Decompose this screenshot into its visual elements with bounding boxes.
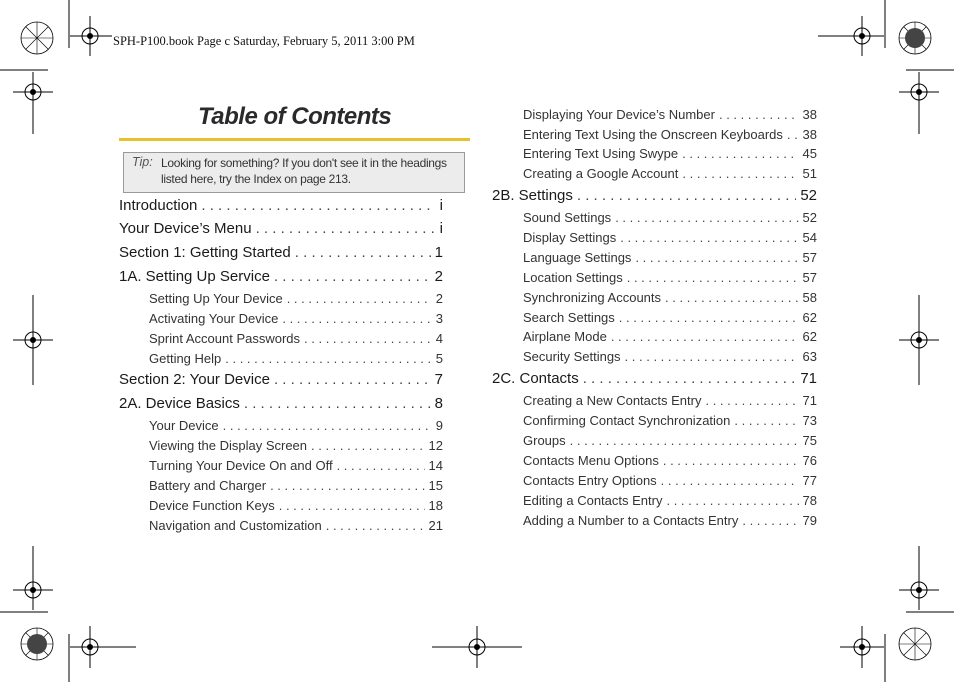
toc-entry-page: 1 (434, 244, 443, 261)
toc-entry[interactable] (149, 418, 443, 433)
toc-entry-page: 2 (435, 291, 443, 306)
toc-entry-label: Search Settings (523, 310, 615, 325)
toc-entry[interactable] (492, 370, 817, 387)
toc-entry[interactable] (149, 458, 443, 473)
toc-entry-page: i (439, 197, 443, 214)
toc-dot-leader (577, 187, 796, 204)
toc-entry[interactable] (149, 291, 443, 306)
toc-entry-label: Location Settings (523, 270, 623, 285)
toc-entry-page: 79 (802, 513, 817, 528)
toc-entry-label: Sprint Account Passwords (149, 331, 301, 346)
toc-dot-leader (787, 127, 799, 142)
toc-dot-leader (223, 418, 432, 433)
toc-entry-label: Synchronizing Accounts (523, 290, 662, 305)
toc-entry[interactable] (523, 210, 817, 225)
toc-entry-page: 7 (434, 371, 443, 388)
toc-entry-page: 14 (428, 458, 443, 473)
toc-dot-leader (620, 230, 798, 245)
toc-entry-label: Your Device’s Menu (119, 220, 252, 237)
toc-dot-leader (666, 493, 798, 508)
toc-entry[interactable] (119, 197, 443, 214)
toc-entry-label: Language Settings (523, 250, 632, 265)
toc-entry-label: Editing a Contacts Entry (523, 493, 663, 508)
toc-dot-leader (225, 351, 432, 366)
toc-dot-leader (705, 393, 798, 408)
toc-entry-label: Activating Your Device (149, 311, 279, 326)
toc-entry-label: Creating a New Contacts Entry (523, 393, 702, 408)
toc-entry[interactable] (523, 513, 817, 528)
toc-entry[interactable] (149, 478, 443, 493)
toc-entry-page: 12 (428, 438, 443, 453)
toc-entry[interactable] (119, 244, 443, 261)
toc-entry[interactable] (149, 518, 443, 533)
toc-dot-leader (627, 270, 799, 285)
toc-entry-label: Security Settings (523, 349, 621, 364)
toc-entry[interactable] (523, 493, 817, 508)
tip-text: Looking for something? If you don't see it in the headings listed here, try the Index on page 213. (161, 156, 447, 186)
toc-entry-label: Confirming Contact Synchronization (523, 413, 731, 428)
toc-entry[interactable] (523, 146, 817, 161)
toc-entry-page: i (439, 220, 443, 237)
toc-entry-page: 15 (428, 478, 443, 493)
toc-dot-leader (719, 107, 799, 122)
toc-dot-leader (287, 291, 432, 306)
toc-dot-leader (619, 310, 799, 325)
toc-entry[interactable] (119, 395, 443, 412)
toc-entry-page: 52 (800, 187, 817, 204)
toc-entry-page: 71 (800, 370, 817, 387)
toc-dot-leader (635, 250, 798, 265)
toc-entry-label: Section 1: Getting Started (119, 244, 291, 261)
toc-entry-label: Display Settings (523, 230, 617, 245)
toc-entry-page: 38 (802, 107, 817, 122)
toc-entry-page: 75 (802, 433, 817, 448)
toc-entry[interactable] (523, 250, 817, 265)
toc-entry-page: 45 (802, 146, 817, 161)
toc-entry-page: 57 (802, 250, 817, 265)
toc-entry-label: Airplane Mode (523, 329, 607, 344)
toc-entry[interactable] (149, 311, 443, 326)
toc-dot-leader (615, 210, 798, 225)
toc-entry-label: Adding a Number to a Contacts Entry (523, 513, 739, 528)
toc-entry-page: 52 (802, 210, 817, 225)
toc-entry-label: Displaying Your Device’s Number (523, 107, 715, 122)
toc-entry-page: 71 (802, 393, 817, 408)
toc-dot-leader (304, 331, 432, 346)
toc-entry-page: 51 (802, 166, 817, 181)
toc-entry-page: 21 (428, 518, 443, 533)
toc-dot-leader (661, 473, 799, 488)
toc-entry-label: Contacts Menu Options (523, 453, 659, 468)
toc-entry-label: Introduction (119, 197, 198, 214)
toc-entry[interactable] (523, 433, 817, 448)
toc-dot-leader (625, 349, 799, 364)
toc-entry-page: 57 (802, 270, 817, 285)
toc-entry[interactable] (492, 187, 817, 204)
toc-dot-leader (663, 453, 799, 468)
toc-dot-leader (734, 413, 798, 428)
toc-entry[interactable] (149, 498, 443, 513)
toc-dot-leader (244, 395, 431, 412)
toc-entry-label: Entering Text Using Swype (523, 146, 679, 161)
toc-entry-label: Battery and Charger (149, 478, 267, 493)
toc-entry-page: 77 (802, 473, 817, 488)
toc-entry-label: Creating a Google Account (523, 166, 679, 181)
tip-label: Tip: (132, 155, 153, 169)
toc-dot-leader (256, 220, 436, 237)
toc-dot-leader (274, 371, 431, 388)
toc-dot-leader (270, 478, 424, 493)
toc-dot-leader (583, 370, 797, 387)
toc-entry-label: Navigation and Customization (149, 518, 322, 533)
toc-entry-page: 18 (428, 498, 443, 513)
toc-entry-page: 63 (802, 349, 817, 364)
toc-entry-label: Getting Help (149, 351, 222, 366)
toc-entry-page: 9 (435, 418, 443, 433)
toc-entry[interactable] (523, 107, 817, 122)
toc-dot-leader (295, 244, 431, 261)
toc-entry[interactable] (149, 331, 443, 346)
tip-box (123, 152, 465, 193)
toc-entry-label: Contacts Entry Options (523, 473, 657, 488)
print-slug: SPH-P100.book Page c Saturday, February 5, 2011 3:00 PM (113, 34, 415, 48)
toc-entry[interactable] (523, 166, 817, 181)
toc-entry-page: 78 (802, 493, 817, 508)
toc-dot-leader (337, 458, 425, 473)
toc-entry[interactable] (523, 127, 817, 142)
toc-entry-label: Entering Text Using the Onscreen Keyboards (523, 127, 783, 142)
toc-entry[interactable] (523, 393, 817, 408)
toc-entry[interactable] (523, 349, 817, 364)
toc-entry-label: Section 2: Your Device (119, 371, 270, 388)
toc-entry-label: 1A. Setting Up Service (119, 268, 270, 285)
toc-entry-page: 62 (802, 329, 817, 344)
toc-dot-leader (326, 518, 425, 533)
toc-entry[interactable] (523, 310, 817, 325)
toc-entry[interactable] (119, 371, 443, 388)
toc-dot-leader (682, 146, 798, 161)
toc-entry[interactable] (149, 351, 443, 366)
toc-dot-leader (282, 311, 431, 326)
toc-dot-leader (742, 513, 798, 528)
toc-entry[interactable] (523, 473, 817, 488)
toc-entry[interactable] (523, 329, 817, 344)
toc-entry-page: 2 (434, 268, 443, 285)
toc-entry-page: 58 (802, 290, 817, 305)
toc-entry-page: 38 (802, 127, 817, 142)
toc-entry-label: Turning Your Device On and Off (149, 458, 333, 473)
toc-entry-label: Setting Up Your Device (149, 291, 283, 306)
toc-entry-label: Viewing the Display Screen (149, 438, 308, 453)
toc-entry-page: 5 (435, 351, 443, 366)
page-title: Table of Contents (198, 103, 392, 130)
toc-entry[interactable] (149, 438, 443, 453)
toc-dot-leader (279, 498, 425, 513)
toc-entry-page: 73 (802, 413, 817, 428)
toc-dot-leader (682, 166, 798, 181)
toc-dot-leader (665, 290, 799, 305)
toc-entry[interactable] (523, 290, 817, 305)
toc-entry-page: 4 (435, 331, 443, 346)
toc-entry[interactable] (523, 453, 817, 468)
toc-entry-page: 8 (434, 395, 443, 412)
toc-entry[interactable] (523, 270, 817, 285)
toc-entry-page: 62 (802, 310, 817, 325)
toc-entry-label: Your Device (149, 418, 219, 433)
toc-entry-label: 2C. Contacts (492, 370, 579, 387)
toc-entry-label: 2A. Device Basics (119, 395, 240, 412)
toc-entry[interactable] (523, 230, 817, 245)
toc-entry-label: Sound Settings (523, 210, 612, 225)
toc-entry-label: 2B. Settings (492, 187, 573, 204)
toc-entry-page: 3 (435, 311, 443, 326)
toc-entry[interactable] (119, 268, 443, 285)
toc-dot-leader (570, 433, 799, 448)
title-underline (119, 138, 470, 141)
toc-dot-leader (611, 329, 799, 344)
toc-entry[interactable] (119, 220, 443, 237)
toc-entry[interactable] (523, 413, 817, 428)
toc-dot-leader (201, 197, 435, 214)
toc-entry-page: 76 (802, 453, 817, 468)
toc-entry-label: Device Function Keys (149, 498, 275, 513)
toc-entry-label: Groups (523, 433, 566, 448)
toc-dot-leader (311, 438, 425, 453)
toc-dot-leader (274, 268, 431, 285)
toc-entry-page: 54 (802, 230, 817, 245)
